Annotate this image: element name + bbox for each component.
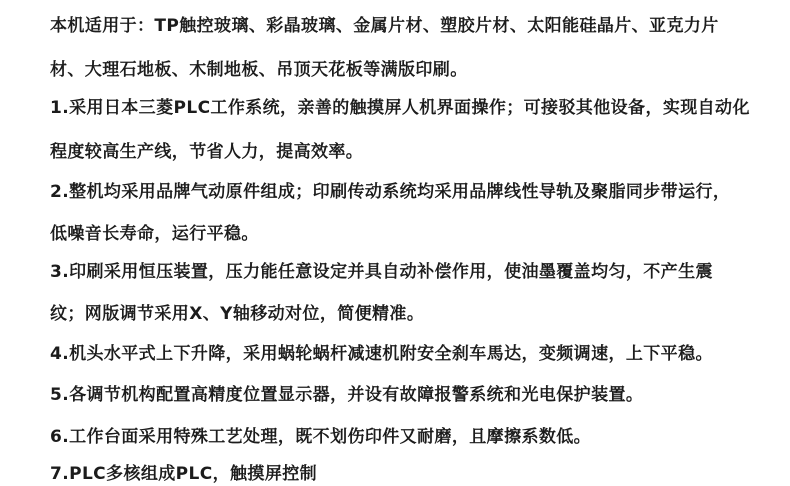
text-line-item-1: 1.采用日本三菱PLC工作系统，亲善的触摸屏人机界面操作；可接驳其他设备，实现自动化 (50, 98, 750, 118)
text-line-item-3-cont: 纹；网版调节采用X、Y轴移动对位，简便精准。 (50, 304, 425, 324)
text-line-item-1-cont: 程度较高生产线，节省人力，提高效率。 (50, 142, 364, 162)
text-line-item-5: 5.各调节机构配置高精度位置显示器，并设有故障报警系统和光电保护装置。 (50, 385, 644, 405)
text-line-item-7-partial: 7.PLC多核组成PLC，触摸屏控制 (50, 464, 318, 484)
text-line-item-3: 3.印刷采用恒压装置，压力能任意设定并具自动补偿作用，使油墨覆盖均匀，不产生震 (50, 262, 713, 282)
text-line-item-2: 2.整机均采用品牌气动原件组成；印刷传动系统均采用品牌线性导轨及聚脂同步带运行， (50, 182, 731, 202)
text-line-item-2-cont: 低噪音长寿命，运行平稳。 (50, 224, 259, 244)
text-line-item-6: 6.工作台面采用特殊工艺处理，既不划伤印件又耐磨，且摩擦系数低。 (50, 427, 592, 447)
text-line-item-4: 4.机头水平式上下升降，采用蜗轮蜗杆减速机附安全刹车馬达，变频调速，上下平稳。 (50, 344, 713, 364)
text-line-applications-cont: 材、大理石地板、木制地板、吊顶天花板等满版印刷。 (50, 60, 468, 80)
text-line-applications: 本机适用于：TP触控玻璃、彩晶玻璃、金属片材、塑胶片材、太阳能硅晶片、亚克力片 (50, 16, 719, 36)
